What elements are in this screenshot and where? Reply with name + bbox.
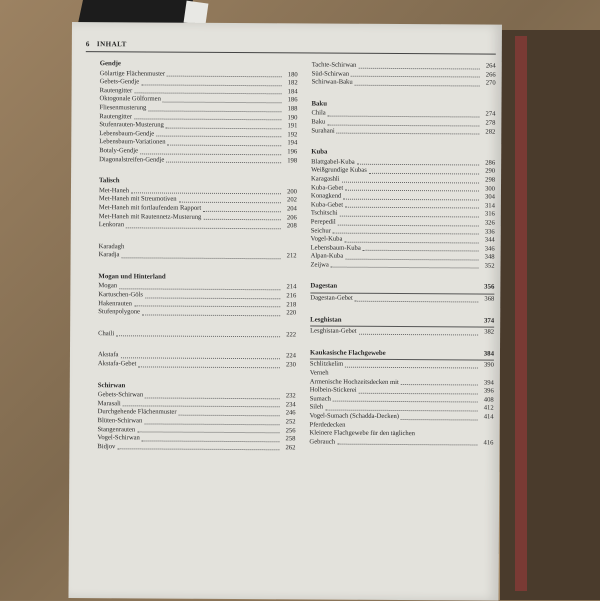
section-page-number: 374 (483, 317, 495, 325)
entry-title: Chaili (98, 330, 115, 338)
dot-leader (117, 443, 279, 451)
dot-leader (140, 147, 281, 154)
entry-title: Gebets-Schirwan (97, 391, 144, 399)
entry-title: Karagashli (311, 175, 340, 183)
entry-page-number: 202 (287, 196, 297, 204)
dot-leader (203, 213, 280, 220)
entry-title: Akstafa-Gebet (97, 360, 137, 368)
entry-page-number: 314 (484, 202, 495, 210)
dot-leader (338, 219, 479, 226)
entry-title: Seichur (310, 226, 331, 235)
entry-title: Kleinere Flachgewebe für den täglichen (309, 429, 415, 438)
entry-page-number: 382 (484, 328, 495, 336)
entry-title: Oktogonale Gölformen (99, 95, 161, 103)
entry-title: Dagestan-Gebet (310, 294, 353, 302)
toc-entry (310, 328, 494, 338)
dot-leader (339, 283, 478, 290)
entry-page-number: 396 (483, 387, 494, 395)
dot-leader (337, 127, 480, 134)
section-page-number: 356 (484, 283, 495, 292)
section-title: Baku (311, 100, 328, 108)
entry-page-number: 348 (484, 253, 495, 261)
dot-leader (401, 413, 478, 420)
dot-leader (388, 350, 478, 357)
dot-leader (168, 139, 282, 146)
entry-title: Sileh (309, 403, 324, 411)
toc-entry (310, 295, 494, 305)
entry-title: Perepedil (310, 218, 336, 226)
toc-section (309, 349, 494, 448)
dot-leader (203, 205, 281, 212)
entry-page-number: 316 (484, 210, 495, 218)
entry-title: Rautengitter (99, 112, 133, 120)
toc-left-column (97, 60, 297, 466)
dot-leader (163, 96, 282, 103)
entry-page-number: 300 (485, 185, 496, 193)
dot-leader (337, 438, 477, 445)
entry-page-number: 256 (285, 426, 296, 434)
entry-page-number: 278 (485, 119, 496, 127)
entry-page-number: 252 (285, 418, 296, 426)
entry-page-number: 266 (485, 71, 496, 79)
dot-leader (351, 70, 480, 77)
dot-leader (344, 236, 478, 243)
section-page-number: 384 (483, 350, 495, 358)
dot-leader (179, 409, 280, 416)
dot-leader (119, 283, 280, 291)
entry-title: Vogel-Sumach (Schadda-Decken) (309, 412, 400, 421)
entry-page-number: 222 (286, 331, 297, 339)
dot-leader (120, 352, 280, 360)
section-title (310, 316, 494, 328)
page-title: INHALT (96, 40, 127, 49)
entry-title: Schlitzkelim (309, 360, 344, 369)
entry-title: Lesghistan-Gebet (310, 327, 357, 335)
entry-page-number: 246 (285, 409, 296, 417)
toc-section (99, 60, 298, 165)
entry-page-number: 346 (484, 245, 495, 253)
toc-entry (97, 443, 295, 453)
entry-page-number: 262 (285, 444, 296, 452)
dot-leader (359, 387, 478, 394)
toc-entry (309, 438, 493, 448)
entry-title: Met-Haneh (98, 186, 130, 195)
entry-title: Marasali (97, 399, 121, 408)
toc-entry (98, 308, 296, 318)
entry-page-number: 232 (285, 392, 296, 400)
entry-page-number: 194 (287, 139, 298, 147)
entry-title: Hakenrauten (98, 299, 132, 308)
dot-leader (167, 70, 282, 77)
entry-page-number: 196 (287, 148, 298, 156)
entry-title: Botaly-Gendje (99, 147, 139, 155)
dot-leader (345, 201, 479, 208)
section-title: Kuba (311, 148, 328, 156)
entry-page-number: 224 (286, 352, 296, 360)
entry-page-number: 214 (286, 283, 297, 291)
entry-title: Met-Haneh mit Rautennetz-Musterung (98, 212, 202, 221)
dot-leader (355, 79, 480, 86)
entry-page-number: 412 (483, 404, 494, 412)
entry-page-number: 336 (484, 228, 495, 236)
section-title-text: Kaukasische Flachgewebe (309, 349, 386, 357)
dot-leader (357, 158, 479, 165)
dot-leader (359, 328, 479, 335)
dot-leader (148, 104, 281, 111)
entry-title: Fliesenmusterung (99, 104, 147, 112)
dot-leader (327, 119, 479, 127)
dot-leader (138, 360, 280, 367)
entry-title: Verneh (309, 369, 329, 377)
entry-title: Kuba-Gebet (310, 183, 344, 192)
entry-page-number: 394 (483, 379, 494, 387)
dot-leader (343, 193, 479, 200)
entry-page-number: 184 (287, 88, 298, 96)
entry-page-number: 416 (483, 439, 494, 447)
entry-title: Gebrauch (309, 438, 336, 446)
section-title: Schirwan (97, 381, 126, 389)
entry-title: Tschitschi (310, 209, 338, 217)
entry-page-number: 234 (285, 401, 296, 409)
page-header (86, 40, 496, 55)
toc-section (310, 316, 494, 337)
dot-leader (358, 62, 479, 69)
entry-page-number: 190 (287, 113, 298, 121)
dot-leader (363, 244, 479, 251)
entry-page-number: 216 (286, 292, 297, 300)
entry-page-number: 286 (485, 159, 496, 167)
entry-page-number: 180 (287, 70, 298, 78)
background-object-light (184, 1, 209, 26)
entry-page-number: 352 (484, 262, 495, 270)
entry-title: Pferdedecken (309, 421, 346, 429)
section-title (310, 349, 494, 361)
dot-leader (145, 292, 280, 299)
entry-title: Stangenrauten (97, 425, 136, 433)
entry-title: Tachte-Schirwan (311, 61, 357, 69)
toc-entry (99, 156, 297, 166)
dot-leader (345, 253, 478, 260)
entry-page-number: 188 (287, 105, 298, 113)
entry-title: Lebensbaum-Kuba (310, 244, 361, 252)
entry-title: Schirwan-Baku (311, 78, 353, 86)
toc-section (310, 149, 495, 271)
entry-page-number: 274 (485, 110, 496, 118)
dot-leader (134, 300, 280, 307)
entry-page-number: 368 (484, 295, 495, 303)
entry-title: Blüten-Schirwan (97, 417, 143, 425)
toc-section (98, 273, 296, 318)
entry-title: Gebets-Gendje (99, 78, 140, 86)
toc-section (312, 61, 496, 88)
dot-leader (131, 187, 281, 195)
dot-leader (342, 176, 479, 183)
dot-leader (166, 122, 282, 129)
entry-page-number: 304 (485, 193, 495, 201)
entry-page-number: 218 (286, 300, 297, 309)
entry-page-number: 186 (287, 96, 298, 104)
section-title: Gendje (99, 60, 121, 68)
book-page (68, 22, 502, 601)
entry-title: Konagkend (310, 192, 342, 200)
entry-title: Zeijwa (310, 261, 329, 269)
toc-entry (310, 261, 494, 271)
dot-leader (345, 361, 478, 368)
dot-leader (328, 110, 480, 118)
entry-title: Bidjov (97, 442, 116, 451)
entry-title: Met-Haneh mit fortlaufendem Rapport (98, 204, 202, 212)
entry-title: Lenkoran (98, 221, 125, 229)
dot-leader (156, 130, 281, 137)
dot-leader (331, 261, 479, 268)
section-title (310, 283, 494, 295)
dot-leader (345, 184, 479, 191)
toc-section (98, 330, 296, 340)
dot-leader (123, 400, 280, 408)
entry-title: Vogel-Schirwan (97, 434, 140, 442)
entry-title: Karadagh (98, 242, 125, 251)
toc-right-column (309, 61, 495, 460)
entry-title: Diagonalstreifen-Gendje (99, 155, 165, 164)
dot-leader (144, 417, 279, 424)
entry-page-number: 230 (285, 361, 296, 369)
entry-title: Chila (311, 109, 326, 117)
toc-entry (98, 360, 296, 370)
section-title-text: Dagestan (310, 282, 338, 291)
entry-page-number: 192 (287, 131, 298, 139)
entry-page-number: 414 (483, 413, 494, 421)
dot-leader (179, 196, 281, 203)
entry-title: Durchgehende Flächenmuster (97, 408, 177, 417)
entry-page-number: 204 (286, 205, 297, 213)
dot-leader (369, 167, 479, 174)
dot-leader (339, 210, 478, 217)
dot-leader (116, 330, 280, 338)
toc-entry (312, 79, 496, 89)
dot-leader (137, 426, 279, 433)
entry-page-number: 198 (287, 156, 298, 164)
entry-title: Holbein-Stickerei (309, 386, 357, 394)
dot-leader (142, 309, 280, 316)
entry-title: Kuba-Gebet (310, 201, 344, 209)
dot-leader (333, 395, 478, 402)
entry-page-number: 182 (287, 79, 298, 87)
entry-page-number: 282 (485, 128, 496, 136)
entry-title: Weißgrundige Kubas (311, 166, 367, 175)
entry-page-number: 390 (483, 361, 494, 370)
entry-page-number: 200 (287, 188, 297, 196)
dot-leader (134, 87, 281, 94)
entry-title: Lebensbaum-Variationen (99, 138, 166, 146)
entry-page-number: 220 (286, 309, 297, 317)
entry-title: Stufenrauten-Musterung (99, 121, 164, 129)
entry-title: Vogel-Kuba (310, 235, 343, 243)
entry-page-number: 212 (286, 252, 297, 260)
toc-section (310, 283, 494, 304)
entry-page-number: 290 (485, 167, 496, 175)
entry-title: Sumach (309, 395, 331, 403)
book-cover-edge (515, 36, 527, 591)
entry-page-number: 344 (484, 236, 495, 244)
toc-section (99, 177, 297, 231)
entry-title: Rautengitter (99, 86, 133, 95)
dot-leader (344, 316, 479, 323)
toc-entry (311, 127, 495, 137)
entry-title: Kartuschen-Göls (98, 291, 144, 299)
dot-leader (145, 392, 280, 399)
toc-section (97, 382, 295, 453)
entry-page-number: 298 (485, 176, 496, 184)
section-title-text: Lesghistan (310, 316, 342, 324)
dot-leader (401, 379, 478, 386)
entry-page-number: 258 (285, 435, 296, 443)
toc-section (99, 243, 297, 261)
entry-page-number: 408 (483, 396, 494, 404)
dot-leader (166, 156, 281, 163)
entry-title: Surahani (311, 127, 335, 135)
page-number: 6 (85, 40, 90, 49)
entry-title: Stufenpolygone (98, 308, 141, 316)
entry-page-number: 270 (485, 79, 496, 87)
toc-entry (99, 251, 297, 261)
entry-title: Gölartige Flächenmuster (99, 69, 166, 78)
entry-title: Baku (311, 118, 326, 126)
dot-leader (141, 79, 281, 86)
entry-page-number: 326 (484, 219, 495, 227)
toc-entry (99, 221, 297, 231)
entry-title: Lebensbaum-Gendje (99, 129, 155, 138)
toc-section (98, 352, 296, 370)
entry-title: Alpan-Kuba (310, 252, 344, 260)
entry-page-number: 208 (286, 222, 297, 230)
entry-title: Mogan (98, 282, 118, 290)
dot-leader (142, 435, 280, 442)
dot-leader (121, 252, 280, 260)
entry-title: Armenische Hochzeitsdecken mit (309, 378, 399, 386)
entry-title: Süd-Schirwan (311, 70, 350, 78)
dot-leader (333, 227, 479, 234)
dot-leader (325, 404, 477, 412)
entry-title: Karadja (98, 251, 120, 259)
entry-page-number: 206 (286, 213, 297, 221)
entry-page-number: 264 (485, 62, 496, 70)
entry-title: Blattgabel-Kuba (311, 158, 355, 166)
entry-title: Akstafa (97, 351, 119, 359)
toc-section (311, 100, 495, 136)
entry-title: Met-Haneh mit Streumotiven (98, 195, 177, 203)
entry-page-number: 191 (287, 122, 298, 130)
section-title: Mogan und Hinterland (98, 273, 166, 281)
dot-leader (126, 221, 281, 229)
section-title: Talisch (99, 177, 120, 185)
toc-entry (98, 330, 296, 340)
dot-leader (134, 113, 281, 120)
dot-leader (355, 295, 479, 302)
